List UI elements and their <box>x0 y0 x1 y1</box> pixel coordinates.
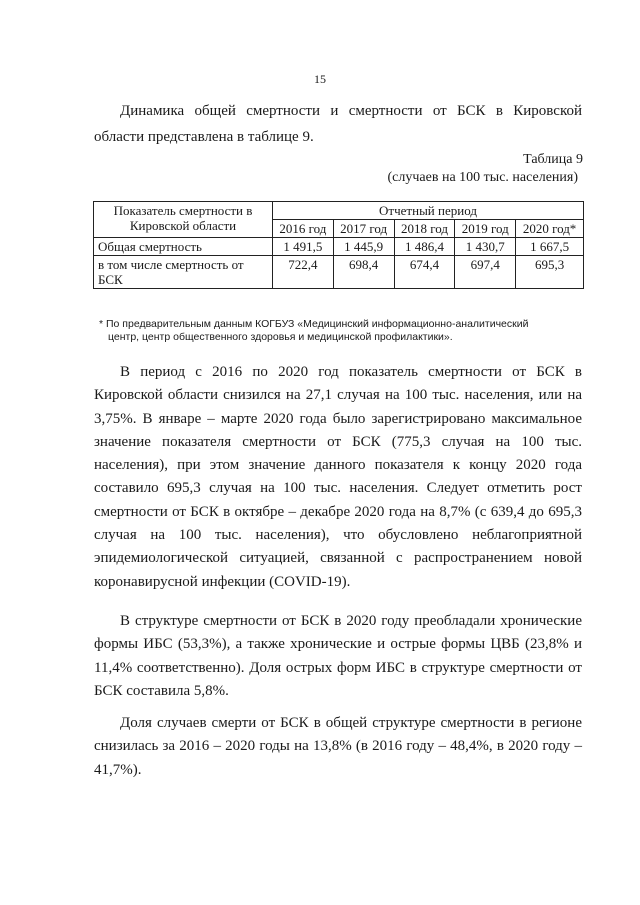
paragraph-text: В период с 2016 по 2020 год показатель смертности от БСК в Кировской области снизился на 27,1 случая на 100 тыс. населения, или на 3,75%. В январе – марте 2020 года было зарегистрировано максимальное значение показателя смертности от БСК (775,3 случая на 100 тыс. населения), при этом значение данного показателя к концу 2020 года составило 695,3 случая на 100 тыс. населения. Следует отметить рост смертности от БСК в октябре – декабре 2020 года на 8,7% (с 639,4 до 695,3 случая на 100 тыс. населения), что обусловлено неблагоприятной эпидемиологической ситуацией, связанной с распространением новой коронавирусной инфекции (COVID-19). <box>94 364 582 590</box>
table-label: Таблица 9 <box>523 152 583 167</box>
footnote-line-2: центр, центр общественного здоровья и медицинской профилактики». <box>108 331 453 343</box>
table-header-row <box>94 202 584 220</box>
paragraph-text: Доля случаев смерти от БСК в общей структуре смертности в регионе снизилась за 2016 – 2020 годы на 13,8% (в 2016 году – 48,4%, в 2020 году – 41,7%). <box>94 715 582 778</box>
footnote-line-1: * По предварительным данным КОГБУЗ «Медицинский информационно-аналитический <box>99 318 529 330</box>
table-row <box>94 238 584 256</box>
paragraph-text: В структуре смертности от БСК в 2020 году преобладали хронические формы ИБС (53,3%), а также хронические и острые формы ЦВБ (23,8% и 11,4% соответственно). Доля острых форм ИБС в структуре смертности от БСК составила 5,8%. <box>94 613 582 699</box>
value-cell: 674,4 <box>394 256 455 289</box>
value-cell: 722,4 <box>273 256 334 289</box>
value-cell: 1 430,7 <box>455 238 516 256</box>
value-cell: 695,3 <box>516 256 584 289</box>
mortality-table <box>93 201 584 289</box>
value-cell: 1 667,5 <box>516 238 584 256</box>
year-cell: 2016 год <box>273 220 334 238</box>
value-cell: 1 491,5 <box>273 238 334 256</box>
header-period: Отчетный период <box>273 202 584 220</box>
value-cell: 1 486,4 <box>394 238 455 256</box>
page-number: 15 <box>314 72 326 86</box>
year-cell: 2017 год <box>333 220 394 238</box>
intro-paragraph <box>94 98 582 150</box>
body-paragraph-2 <box>94 610 582 703</box>
intro-text: Динамика общей смертности и смертности от БСК в Кировской области представлена в таблице 9. <box>94 103 582 145</box>
value-cell: 697,4 <box>455 256 516 289</box>
header-indicator: Показатель смертности в Кировской области <box>94 202 273 238</box>
value-cell: 698,4 <box>333 256 394 289</box>
row-label: в том числе смертность от БСК <box>94 256 273 289</box>
row-label: Общая смертность <box>94 238 273 256</box>
table-row <box>94 256 584 289</box>
year-cell: 2018 год <box>394 220 455 238</box>
value-cell: 1 445,9 <box>333 238 394 256</box>
body-paragraph-3 <box>94 712 582 782</box>
year-cell: 2020 год* <box>516 220 584 238</box>
table-caption <box>388 151 583 187</box>
table-footnote <box>99 318 586 344</box>
year-cell: 2019 год <box>455 220 516 238</box>
body-paragraph-1 <box>94 361 582 594</box>
table-units: (случаев на 100 тыс. населения) <box>387 170 578 185</box>
